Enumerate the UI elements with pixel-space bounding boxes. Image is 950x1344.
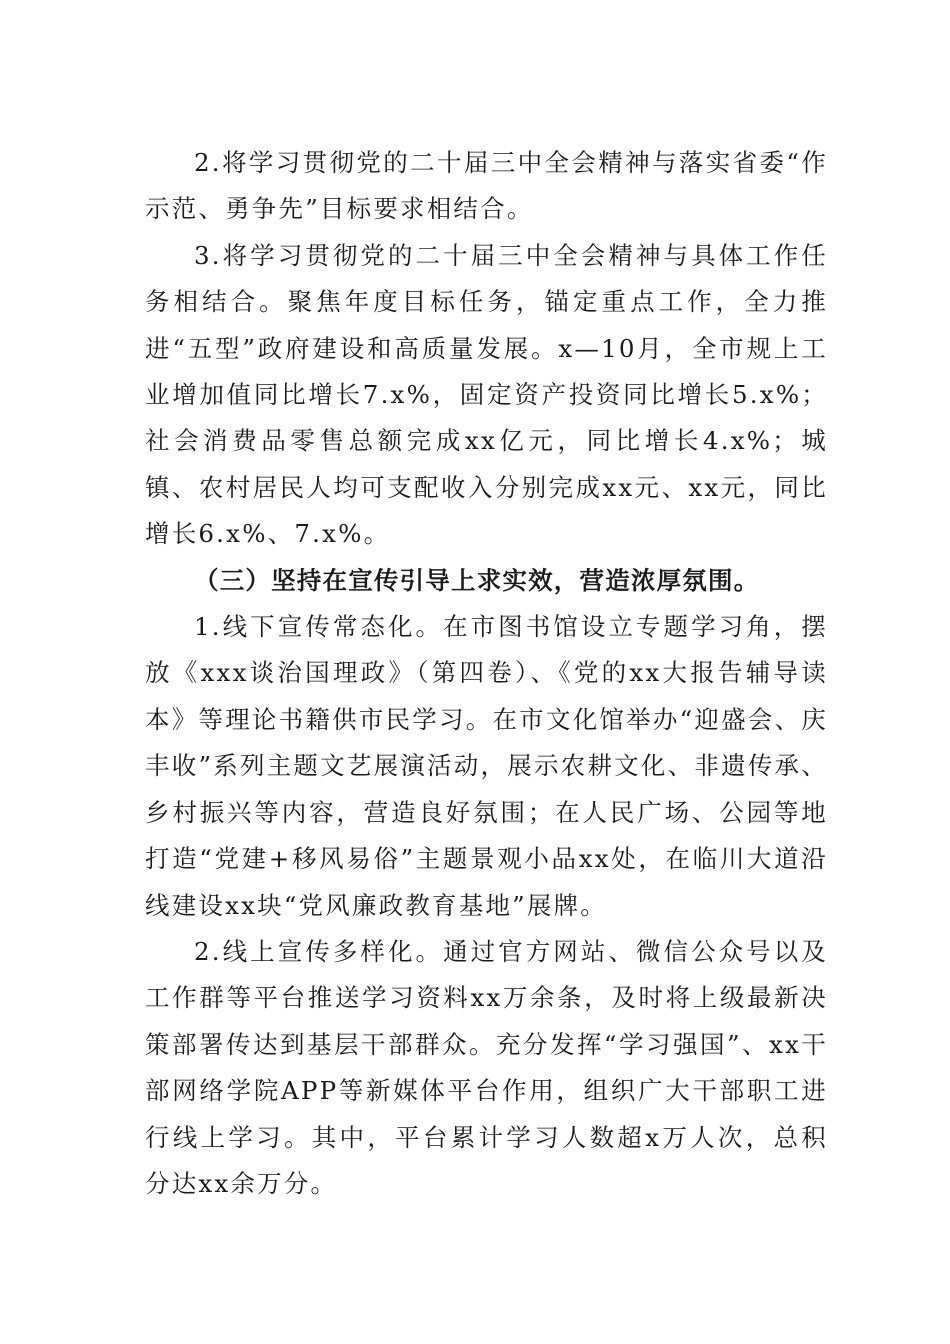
paragraph-offline-publicity: 1.线下宣传常态化。在市图书馆设立专题学习角，摆放《xxx谈治国理政》（第四卷）、《党的xx大报告辅导读本》等理论书籍供市民学习。在市文化馆举办“迎盛会、庆丰收”系列主题文艺展演活动，展示农耕文化、非遗传承、乡村振兴等内容，营造良好氛围；在人民广场、公园等地打造“党建+移风易俗”主题景观小品xx处，在临川大道沿线建设xx块“党风廉政教育基地”展牌。 [145, 612, 828, 920]
paragraph-item-3: 3.将学习贯彻党的二十届三中全会精神与具体工作任务相结合。聚焦年度目标任务，锚定重点工作，全力推进“五型”政府建设和高质量发展。x—10月，全市规上工业增加值同比增长7.x%，固定资产投资同比增长5.x%；社会消费品零售总额完成xx亿元，同比增长4.x%；城镇、农村居民人均可支配收入分别完成xx元、xx元，同比增长6.x%、7.x%。 [145, 240, 828, 549]
paragraph-item-2: 2.将学习贯彻党的二十届三中全会精神与落实省委“作示范、勇争先”目标要求相结合。 [145, 148, 828, 224]
paragraph-online-publicity: 2.线上宣传多样化。通过官方网站、微信公众号以及工作群等平台推送学习资料xx万余条，及时将上级最新决策部署传达到基层干部群众。充分发挥“学习强国”、xx干部网络学院APP等新媒体平台作用，组织广大干部职工进行线上学习。其中，平台累计学习人数超x万人次，总积分达xx余万分。 [145, 936, 828, 1198]
section-heading-3: （三）坚持在宣传引导上求实效，营造浓厚氛围。 [194, 565, 760, 595]
document-body [145, 140, 828, 1207]
